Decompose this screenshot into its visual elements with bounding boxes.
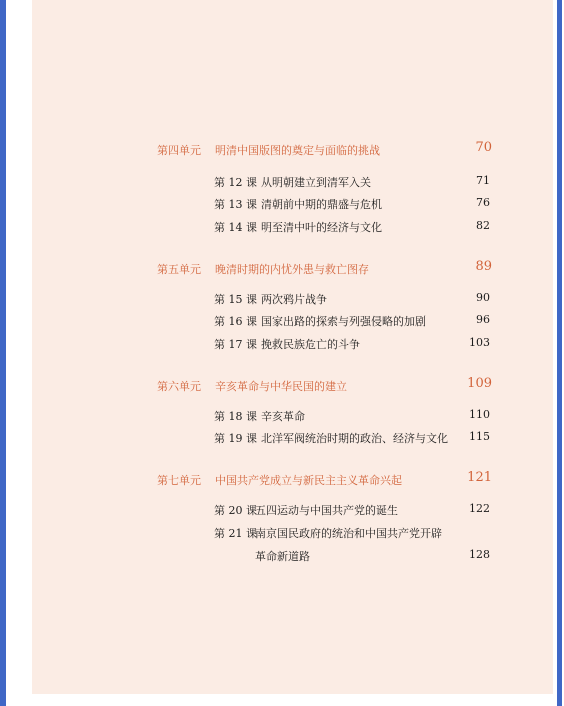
lesson-page-number: 96 bbox=[476, 313, 490, 326]
lesson-page-number: 122 bbox=[469, 502, 490, 515]
lesson-title: 明至清中叶的经济与文化 bbox=[261, 221, 382, 234]
unit-number: 第四单元 bbox=[157, 144, 201, 157]
lesson-title: 南京国民政府的统治和中国共产党开辟 bbox=[255, 527, 442, 540]
page-left-edge bbox=[0, 0, 6, 706]
lesson-page-number: 103 bbox=[469, 336, 490, 349]
lesson-title: 两次鸦片战争 bbox=[261, 293, 327, 306]
lesson-page-number: 128 bbox=[469, 548, 490, 561]
lesson-page-number: 76 bbox=[476, 196, 490, 209]
lesson-title: 国家出路的探索与列强侵略的加剧 bbox=[261, 315, 426, 328]
unit-page-number: 70 bbox=[475, 140, 492, 155]
lesson-title: 辛亥革命 bbox=[261, 410, 305, 423]
lesson-page-number: 90 bbox=[476, 291, 490, 304]
unit-title: 明清中国版图的奠定与面临的挑战 bbox=[215, 144, 380, 157]
unit-page-number: 109 bbox=[467, 376, 492, 391]
lesson-number: 第 12 课 bbox=[214, 176, 257, 189]
lesson-page-number: 110 bbox=[469, 408, 490, 421]
lesson-page-number: 82 bbox=[476, 219, 490, 232]
lesson-number: 第 15 课 bbox=[214, 293, 257, 306]
toc-page bbox=[32, 0, 553, 694]
unit-number: 第五单元 bbox=[157, 263, 201, 276]
lesson-number: 第 13 课 bbox=[214, 198, 257, 211]
lesson-number: 第 19 课 bbox=[214, 432, 257, 445]
lesson-number: 第 16 课 bbox=[214, 315, 257, 328]
lesson-title-continuation: 革命新道路 bbox=[255, 550, 310, 563]
unit-page-number: 89 bbox=[475, 259, 492, 274]
unit-number: 第六单元 bbox=[157, 380, 201, 393]
lesson-title: 五四运动与中国共产党的诞生 bbox=[255, 504, 398, 517]
lesson-title: 北洋军阀统治时期的政治、经济与文化 bbox=[261, 432, 448, 445]
lesson-number: 第 17 课 bbox=[214, 338, 257, 351]
lesson-number: 第 14 课 bbox=[214, 221, 257, 234]
lesson-number: 第 18 课 bbox=[214, 410, 257, 423]
lesson-page-number: 115 bbox=[469, 430, 490, 443]
unit-title: 中国共产党成立与新民主主义革命兴起 bbox=[215, 474, 402, 487]
lesson-title: 挽救民族危亡的斗争 bbox=[261, 338, 360, 351]
lesson-number: 第 21 课 bbox=[214, 527, 257, 540]
unit-page-number: 121 bbox=[467, 470, 492, 485]
page-right-edge bbox=[557, 0, 562, 706]
unit-title: 辛亥革命与中华民国的建立 bbox=[215, 380, 347, 393]
lesson-page-number: 71 bbox=[476, 174, 490, 187]
unit-title: 晚清时期的内忧外患与救亡图存 bbox=[215, 263, 369, 276]
lesson-title: 清朝前中期的鼎盛与危机 bbox=[261, 198, 382, 211]
lesson-title: 从明朝建立到清军入关 bbox=[261, 176, 371, 189]
lesson-number: 第 20 课 bbox=[214, 504, 257, 517]
unit-number: 第七单元 bbox=[157, 474, 201, 487]
